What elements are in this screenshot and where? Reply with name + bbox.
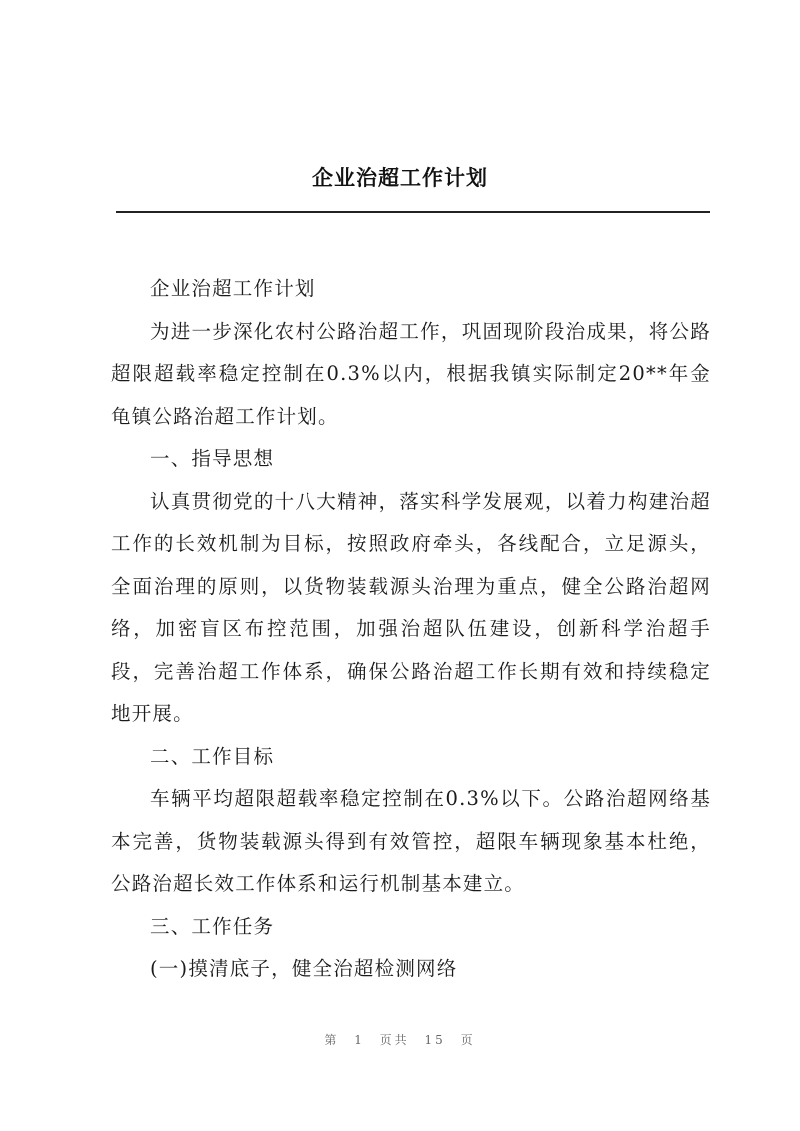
section-heading-work-tasks: 三、工作任务 [150,914,275,938]
title-underline [116,211,710,213]
document-title: 企业治超工作计划 [312,165,488,190]
page-number-footer: 第 1 页共 15 页 [324,1033,476,1047]
document-body [111,268,711,991]
paragraph-heading: 企业治超工作计划 [150,277,316,300]
paragraph-intro: 为进一步深化农村公路治超工作，巩固现阶段治成果，将公路超限超载率稳定控制在0.3%以内，根据我镇实际制定20**年金龟镇公路治超工作计划。 [111,319,711,428]
subsection-heading-task-1: (一)摸清底子，健全治超检测网络 [150,957,458,980]
section-heading-guiding-thought: 一、指导思想 [150,447,275,470]
paragraph-guiding-thought: 认真贯彻党的十八大精神，落实科学发展观，以着力构建治超工作的长效机制为目标，按照政府牵头，各线配合，立足源头，全面治理的原则，以货物装载源头治理为重点，健全公路治超网络，加密盲区布控范围，加强治超队伍建设，创新科学治超手段，完善治超工作体系，确保公路治超工作长期有效和持续稳定地开展。 [111,489,711,725]
section-heading-work-goals: 二、工作目标 [150,744,275,768]
paragraph-work-goals: 车辆平均超限超载率稳定控制在0.3%以下。公路治超网络基本完善，货物装载源头得到有效管控，超限车辆现象基本杜绝，公路治超长效工作体系和运行机制基本建立。 [111,787,711,895]
